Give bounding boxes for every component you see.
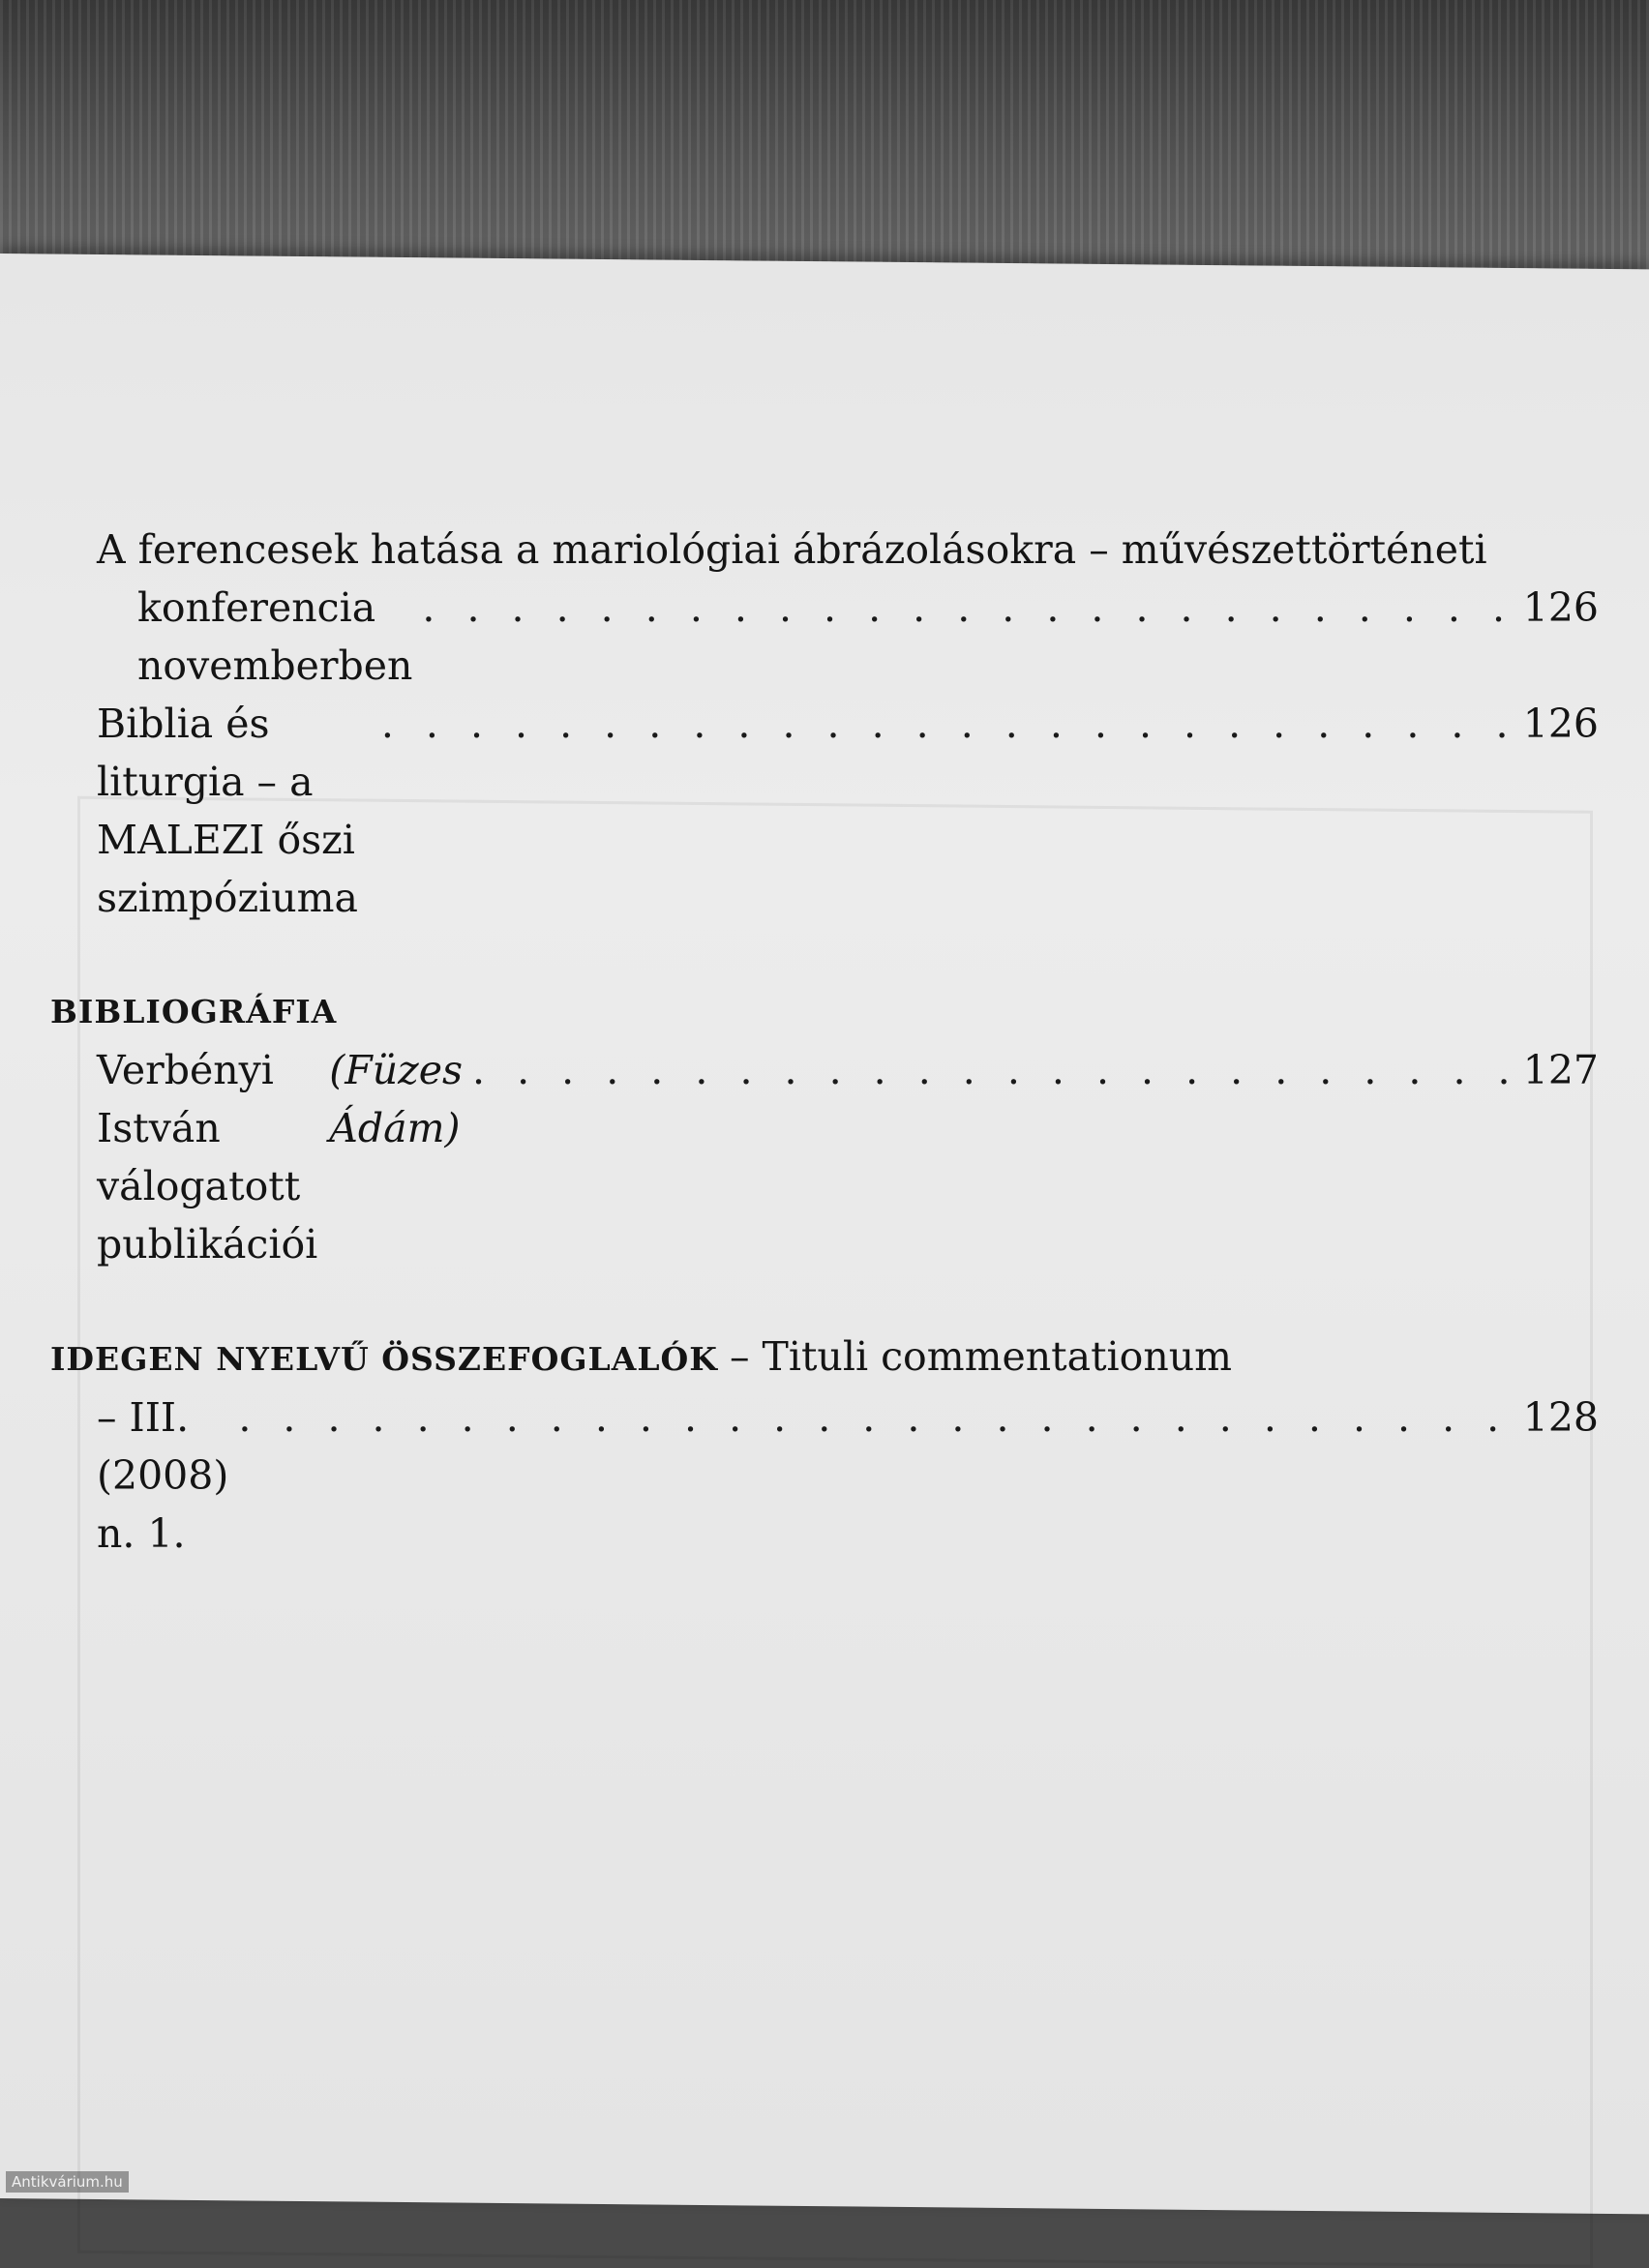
- section-heading-idegen: [50, 1328, 1599, 1388]
- dot-leader: [381, 695, 1514, 753]
- background-surface: [0, 0, 1649, 271]
- toc-entry-ferencesek: [50, 521, 1599, 695]
- toc-page-number: 126: [1522, 584, 1599, 631]
- toc-page-number: 127: [1522, 1047, 1599, 1093]
- section-heading-title: IDEGEN NYELVŰ ÖSSZEFOGLALÓK: [50, 1340, 718, 1378]
- section-heading-bibliografia: BIBLIOGRÁFIA: [50, 993, 338, 1030]
- dot-leader: [422, 579, 1513, 637]
- table-of-contents: [50, 521, 1599, 1563]
- section-heading-suffix: – Tituli commentationum: [729, 1333, 1233, 1380]
- toc-entry-title-cont: konferencia novemberben: [137, 584, 413, 689]
- toc-entry-title: Verbényi István válogatott publikációi: [97, 1047, 318, 1268]
- toc-entry-verbenyi: [50, 1041, 1599, 1273]
- toc-entry-title: – III. (2008) n. 1.: [97, 1394, 229, 1557]
- toc-page-number: 128: [1522, 1394, 1599, 1441]
- toc-entry-continuation: [50, 579, 1599, 695]
- toc-entry-author: (Füzes Ádám): [329, 1047, 464, 1151]
- toc-page-number: 126: [1522, 701, 1599, 747]
- dot-leader: [238, 1388, 1513, 1447]
- toc-entry-title: A ferencesek hatása a mariológiai ábrázolásokra – művészettörténeti: [97, 526, 1487, 573]
- watermark-label: Antikvárium.hu: [6, 2171, 129, 2193]
- dot-leader: [472, 1041, 1514, 1099]
- toc-entry-title: Biblia és liturgia – a MALEZI őszi szimpóziuma: [97, 701, 359, 921]
- toc-entry-idegen: [50, 1388, 1599, 1563]
- toc-entry-biblia: [50, 695, 1599, 927]
